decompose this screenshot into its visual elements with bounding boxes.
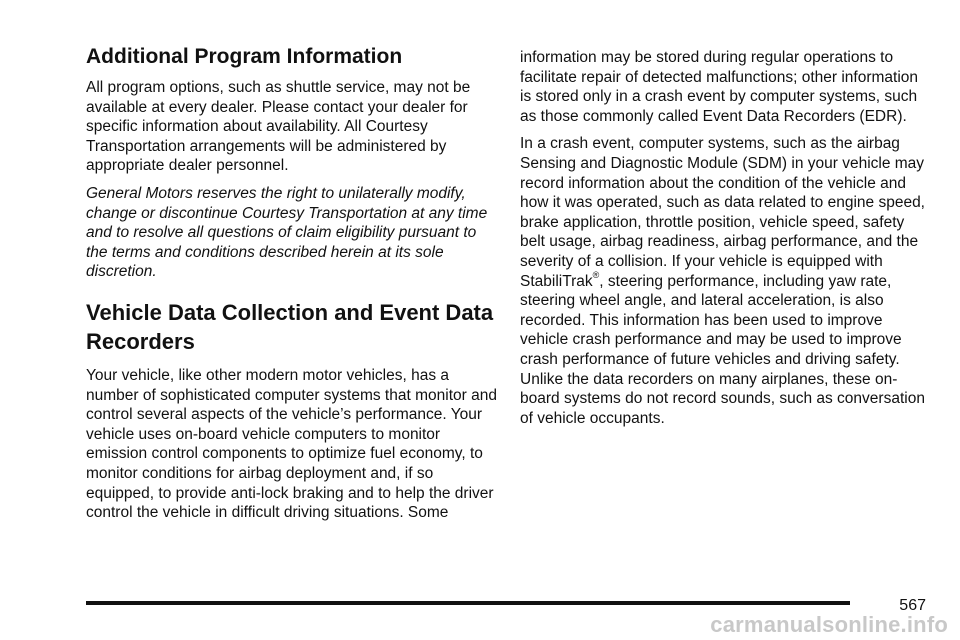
paragraph-vehicle-computers: Your vehicle, like other modern motor vehicles, has a number of sophisticated computer systems that monitor and control several aspects of the vehicle’s performance. Your vehicle uses on-board vehicle computers to monitor emission control components to optimize fuel economy, to monitor conditions for airbag deployment and, if so equipped, to provide anti-lock braking and to help the driver control the vehicle in difficult driving situations. Some (86, 366, 497, 522)
paragraph-stored-information: information may be stored during regular operations to facilitate repair of detected malfunctions; other information is stored only in a crash event by computer systems, such as those commonly called Event Data Recorders (EDR). (520, 49, 919, 125)
crash-event-text-end: , steering performance, including yaw rate, steering wheel angle, and lateral acceleration, is also recorded. This information has been used to improve vehicle crash performance and may be used to improve crash performance of future vehicles and driving safety. Unlike the data recorders on many airplanes, these on-board systems do not record sounds, such as conversation of vehicle occupants. (520, 272, 925, 427)
left-column (86, 44, 498, 531)
paragraph-gm-disclaimer: General Motors reserves the right to unilaterally modify, change or discontinue Courtesy Transportation at any time and to resolve all questions of claim eligibility pursuant to the terms and conditions described herein at its sole discretion. (86, 184, 488, 281)
section-heading-vehicle-data: Vehicle Data Collection and Event Data Recorders (86, 299, 494, 354)
crash-event-text-start: In a crash event, computer systems, such as the airbag Sensing and Diagnostic Module (SDM) in your vehicle may record information about the condition of the vehicle and how it was operated, such as data related to engine speed, brake application, throttle position, vehicle speed, safety belt usage, airbag readiness, airbag performance, and the severity of a collision. If your vehicle is equipped with StabiliTrak (520, 135, 925, 290)
section-heading-additional-program: Additional Program Information (86, 45, 403, 68)
paragraph-crash-event (520, 134, 930, 428)
page-number: 567 (899, 597, 926, 614)
registered-mark: ® (592, 269, 600, 280)
paragraph-program-options: All program options, such as shuttle service, may not be available at every dealer. Please contact your dealer for specific information about availability. All Courtesy Transportation arrangements will be administered by appropriate dealer personnel. (86, 79, 471, 175)
footer-rule (86, 601, 850, 605)
right-column (520, 48, 930, 436)
watermark-logo: carmanualsonline.info (710, 612, 948, 637)
